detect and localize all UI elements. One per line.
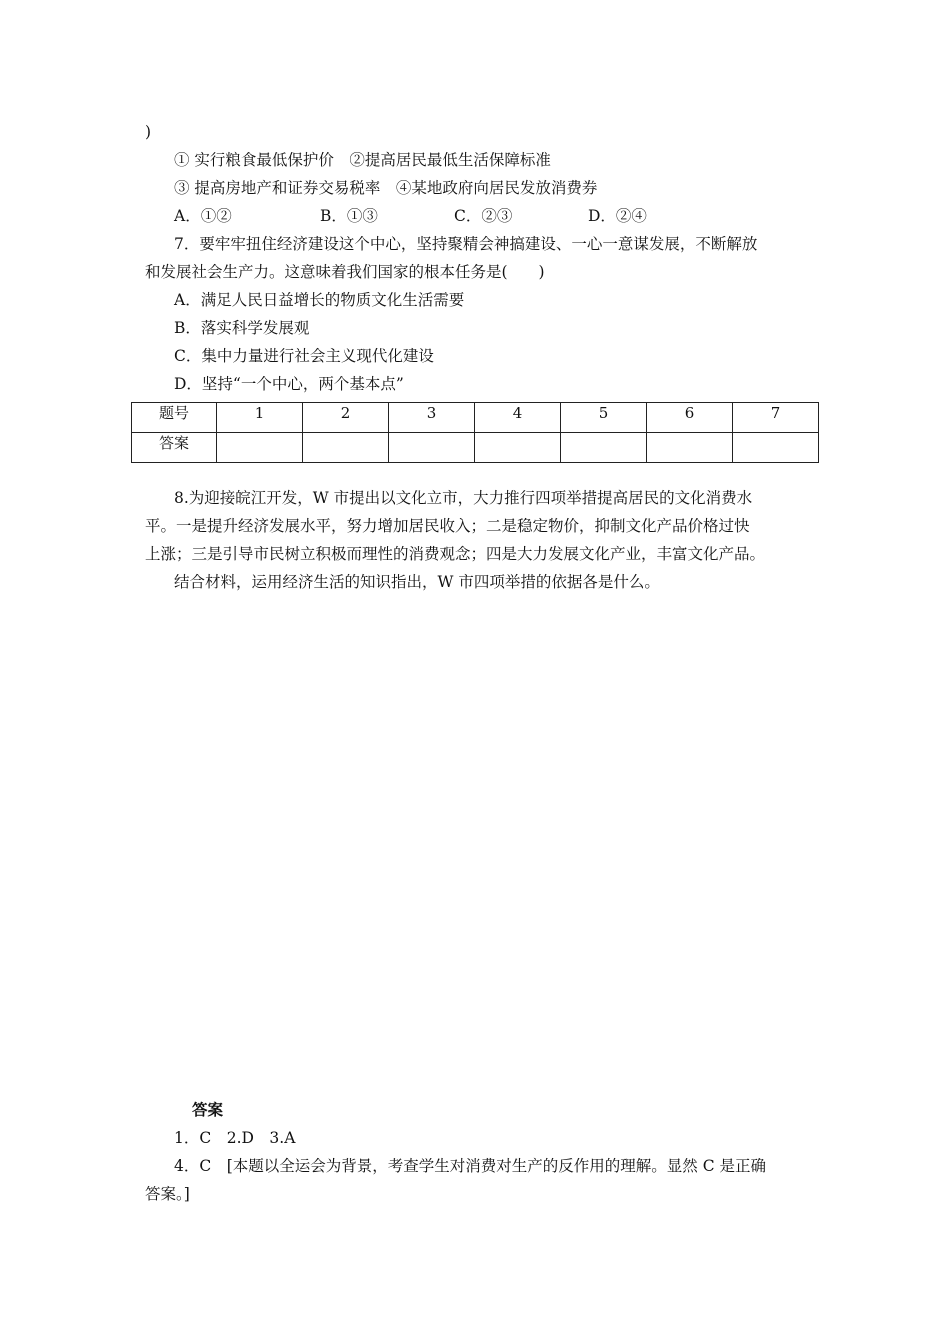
- row-label-question-number: 题号: [132, 403, 217, 433]
- q6-option-b: B．①③: [320, 207, 378, 225]
- answer-cell[interactable]: [733, 433, 819, 463]
- question-number-cell: 3: [389, 403, 475, 433]
- q6-items-line2: ③ 提高房地产和证券交易税率 ④某地政府向居民发放消费券: [174, 179, 598, 197]
- q7-option-d: D．坚持“一个中心，两个基本点”: [174, 375, 404, 393]
- answers-line3: 答案。]: [145, 1185, 190, 1203]
- question-number-cell: 1: [217, 403, 303, 433]
- q8-line4: 结合材料，运用经济生活的知识指出，W 市四项举措的依据各是什么。: [174, 573, 660, 591]
- question-number-cell: 5: [561, 403, 647, 433]
- q6-option-a: A．①②: [174, 207, 232, 225]
- q6-option-d: D．②④: [588, 207, 647, 225]
- answers-line1: 1．C 2.D 3.A: [174, 1129, 296, 1147]
- table-row: [132, 403, 819, 433]
- q6-bracket-close: ): [145, 123, 152, 141]
- q6-items-line1: ① 实行粮食最低保护价 ②提高居民最低生活保障标准: [174, 151, 551, 169]
- q7-option-c: C．集中力量进行社会主义现代化建设: [174, 347, 434, 365]
- question-number-cell: 6: [647, 403, 733, 433]
- q8-line2: 平。一是提升经济发展水平，努力增加居民收入；二是稳定物价，抑制文化产品价格过快: [145, 517, 750, 535]
- q7-stem-line2: 和发展社会生产力。这意味着我们国家的根本任务是( ): [145, 263, 545, 281]
- answer-grid-table: [131, 402, 819, 463]
- question-number-cell: 4: [475, 403, 561, 433]
- answers-line2: 4．C [本题以全运会为背景，考查学生对消费对生产的反作用的理解。显然 C 是正确: [174, 1157, 766, 1175]
- q6-option-c: C．②③: [454, 207, 513, 225]
- table-row: [132, 433, 819, 463]
- question-number-cell: 7: [733, 403, 819, 433]
- q6-options: [174, 206, 647, 226]
- answer-cell[interactable]: [475, 433, 561, 463]
- answer-cell[interactable]: [561, 433, 647, 463]
- answer-cell[interactable]: [389, 433, 475, 463]
- answer-cell[interactable]: [303, 433, 389, 463]
- q7-option-a: A．满足人民日益增长的物质文化生活需要: [174, 291, 465, 309]
- q8-line1: 8.为迎接皖江开发，W 市提出以文化立市，大力推行四项举措提高居民的文化消费水: [174, 489, 753, 507]
- answer-cell[interactable]: [217, 433, 303, 463]
- q8-line3: 上涨；三是引导市民树立积极而理性的消费观念；四是大力发展文化产业，丰富文化产品。: [145, 545, 766, 563]
- question-number-cell: 2: [303, 403, 389, 433]
- q7-stem-line1: 7．要牢牢扭住经济建设这个中心，坚持聚精会神搞建设、一心一意谋发展，不断解放: [174, 235, 758, 253]
- row-label-answer: 答案: [132, 433, 217, 463]
- q7-option-b: B．落实科学发展观: [174, 319, 310, 337]
- answer-cell[interactable]: [647, 433, 733, 463]
- answers-heading: 答案: [192, 1101, 224, 1119]
